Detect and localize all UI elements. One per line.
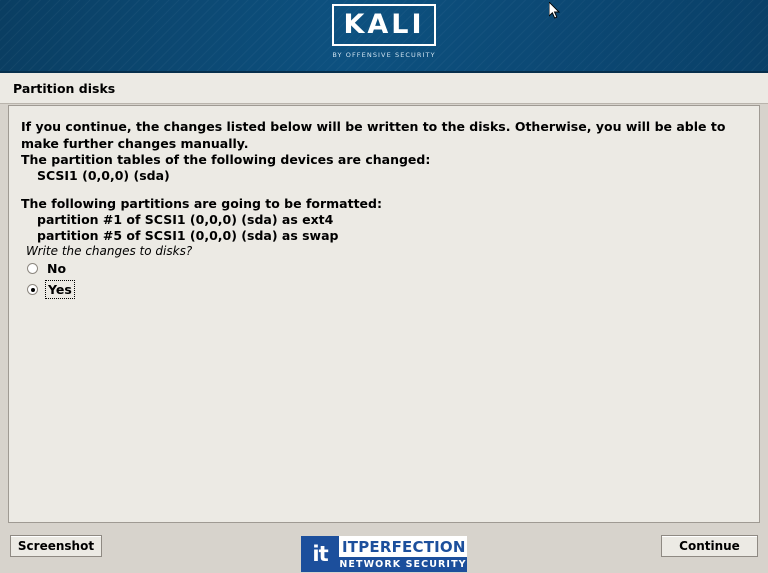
mouse-cursor-icon: [549, 2, 561, 20]
radio-no-label[interactable]: No: [47, 261, 67, 277]
kali-logo-text: KALI: [343, 9, 425, 40]
watermark-mark: it: [312, 541, 328, 566]
radio-option-no[interactable]: [21, 258, 747, 279]
watermark-tagline: NETWORK SECURITY: [339, 559, 467, 570]
confirm-question: Write the changes to disks?: [26, 244, 193, 259]
format-item-2: partition #5 of SCSI1 (0,0,0) (sda) as swap: [37, 228, 339, 243]
page-title-bar: [0, 73, 768, 104]
format-heading: The following partitions are going to be formatted:: [21, 195, 382, 211]
footer-bar: [0, 529, 768, 573]
watermark-name: ITPERFECTION: [339, 536, 467, 557]
format-item-1: partition #1 of SCSI1 (0,0,0) (sda) as ext4: [37, 211, 334, 227]
screenshot-button[interactable]: Screenshot: [10, 535, 102, 557]
partition-tables-heading: The partition tables of the following devices are changed:: [21, 152, 431, 167]
kali-logo-subtitle: BY OFFENSIVE SECURITY: [332, 51, 436, 59]
watermark-mark-box: [301, 536, 339, 572]
kali-logo-box: [332, 4, 436, 46]
kali-logo: [332, 4, 436, 59]
content-panel: [8, 105, 760, 523]
radio-yes-indicator[interactable]: [27, 284, 38, 295]
page-title: Partition disks: [13, 80, 116, 96]
itperfection-watermark: [301, 536, 467, 572]
radio-yes-label[interactable]: Yes: [48, 282, 72, 298]
intro-text: If you continue, the changes listed below will be written to the disks. Otherwise, you will be able to make further changes manually.: [21, 119, 726, 151]
partition-tables-item: SCSI1 (0,0,0) (sda): [37, 168, 170, 184]
radio-option-yes[interactable]: [21, 279, 747, 300]
continue-button[interactable]: Continue: [661, 535, 758, 557]
watermark-text-box: [339, 536, 467, 572]
spacer: [21, 185, 747, 196]
kali-banner: [0, 0, 768, 73]
radio-no-indicator[interactable]: [27, 263, 38, 274]
